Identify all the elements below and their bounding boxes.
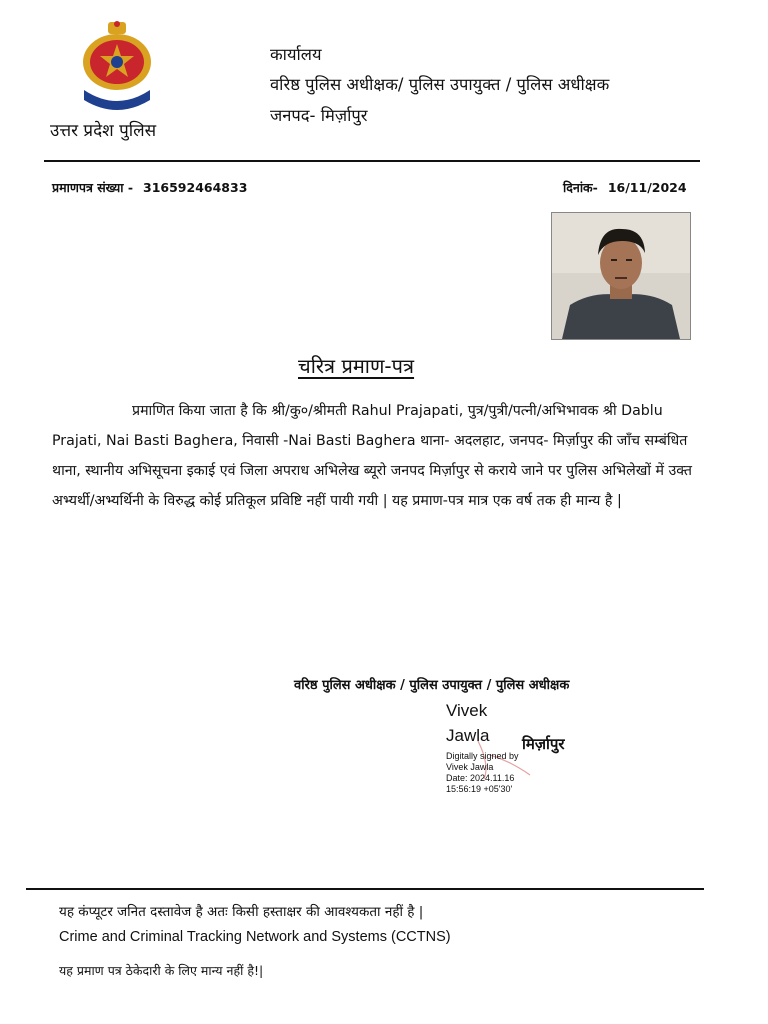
certificate-number-label: प्रमाणपत्र संख्या - bbox=[52, 180, 134, 195]
office-designation: वरिष्ठ पुलिस अधीक्षक/ पुलिस उपायुक्त / पुलिस अधीक्षक bbox=[270, 75, 610, 94]
signer-first-name: Vivek bbox=[446, 701, 488, 720]
office-label: कार्यालय bbox=[270, 45, 322, 64]
signer-last-name: Jawla bbox=[446, 726, 490, 745]
certificate-title: चरित्र प्रमाण-पत्र bbox=[298, 354, 415, 378]
header-divider bbox=[44, 160, 700, 162]
org-name: उत्तर प्रदेश पुलिस bbox=[50, 121, 157, 141]
certificate-body bbox=[52, 396, 692, 516]
digital-signature-line: 15:56:19 +05'30' bbox=[446, 784, 513, 794]
footer-computer-generated-note: यह कंप्यूटर जनित दस्तावेज है अतः किसी हस्ताक्षर की आवश्यकता नहीं है | bbox=[59, 904, 424, 920]
footer-cctns: Crime and Criminal Tracking Network and Systems (CCTNS) bbox=[59, 929, 451, 945]
footer-divider bbox=[26, 888, 704, 890]
certificate-number-value: 316592464833 bbox=[143, 180, 248, 195]
footer-validity-note: यह प्रमाण पत्र ठेकेदारी के लिए मान्य नहीं है!| bbox=[59, 963, 264, 978]
office-district: जनपद- मिर्ज़ापुर bbox=[270, 106, 368, 125]
certificate-number bbox=[52, 179, 247, 196]
digital-signature-line: Digitally signed by bbox=[446, 751, 519, 761]
applicant-photo-image bbox=[552, 213, 690, 339]
certificate-date-label: दिनांक- bbox=[563, 180, 598, 195]
certificate-date bbox=[563, 179, 687, 196]
applicant-photo bbox=[551, 212, 691, 340]
emblem-graphic bbox=[78, 20, 156, 112]
certificate-date-value: 16/11/2024 bbox=[607, 180, 687, 195]
digital-signature-block bbox=[446, 751, 519, 795]
signatory-designation: वरिष्ठ पुलिस अधीक्षक / पुलिस उपायुक्त / पुलिस अधीक्षक bbox=[294, 678, 570, 693]
up-police-emblem bbox=[78, 20, 156, 112]
signatory-district: मिर्ज़ापुर bbox=[522, 735, 565, 753]
digital-signature-line: Date: 2024.11.16 bbox=[446, 773, 515, 783]
certificate-body-text: प्रमाणित किया जाता है कि श्री/कु०/श्रीमती Rahul Prajapati, पुत्र/पुत्री/पत्नी/अभिभावक श्री Dablu Prajati, Nai Basti Baghera, निवासी -Nai Basti Baghera थाना- अदलहाट, जनपद- मिर्ज़ापुर की जाँच सम्बंधित थाना, स्थानीय अभिसूचना इकाई एवं जिला अपराध अभिलेख ब्यूरो जनपद मिर्ज़ापुर से कराये जाने पर पुलिस अभिलेखों में उक्त अभ्यर्थी/अभ्यर्थिनी के विरुद्ध कोई प्रतिकूल प्रविष्टि नहीं पायी गयी | यह प्रमाण-पत्र मात्र एक वर्ष तक ही मान्य है | bbox=[52, 403, 692, 509]
digital-signature-line: Vivek Jawla bbox=[446, 762, 494, 772]
